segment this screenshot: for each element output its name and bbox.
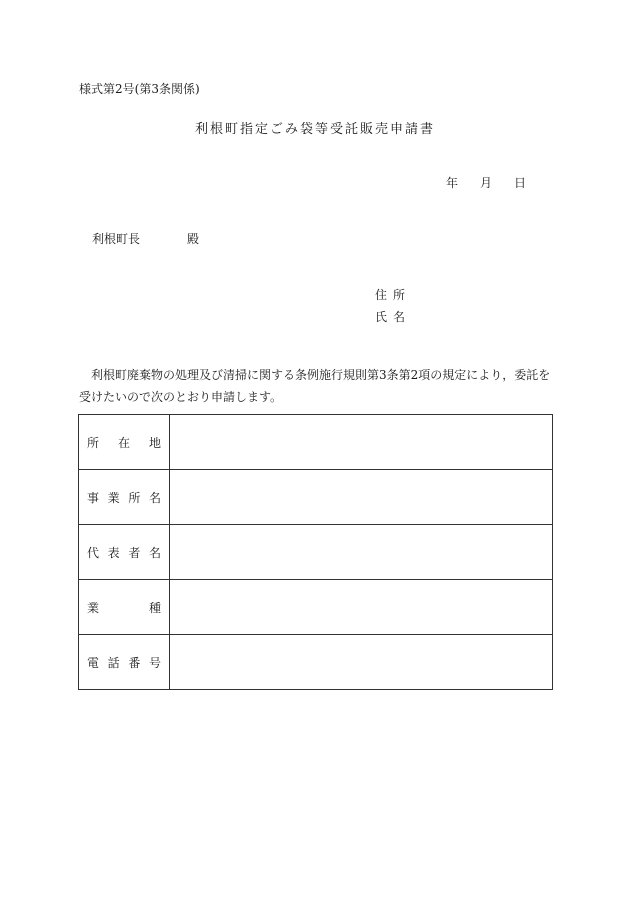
table-row bbox=[79, 635, 553, 690]
row-label-char: 話 bbox=[107, 655, 120, 670]
row-label-char: 種 bbox=[148, 600, 161, 615]
row-label bbox=[87, 599, 161, 616]
date-line bbox=[446, 174, 526, 191]
application-table bbox=[78, 414, 553, 690]
table-row bbox=[79, 470, 553, 525]
row-label-char: 名 bbox=[148, 545, 161, 560]
row-value-field[interactable] bbox=[170, 580, 553, 635]
row-label-char: 代 bbox=[87, 545, 100, 560]
row-label bbox=[87, 489, 161, 506]
row-label bbox=[87, 434, 161, 451]
table-row bbox=[79, 525, 553, 580]
addressee bbox=[92, 230, 199, 247]
form-number: 様式第2号(第3条関係) bbox=[79, 82, 200, 96]
document-title: 利根町指定ごみ袋等受託販売申請書 bbox=[194, 122, 435, 137]
table-row bbox=[79, 580, 553, 635]
row-label-char: 号 bbox=[148, 655, 161, 670]
row-label-cell bbox=[79, 635, 170, 690]
addressee-name: 利根町長 bbox=[92, 232, 141, 246]
addressee-honorific: 殿 bbox=[187, 232, 200, 246]
date-day-label: 日 bbox=[514, 176, 527, 190]
row-value-field[interactable] bbox=[170, 470, 553, 525]
row-label bbox=[87, 654, 161, 671]
row-value-field[interactable] bbox=[170, 525, 553, 580]
row-label-char: 業 bbox=[87, 600, 100, 615]
row-label-char: 在 bbox=[117, 435, 130, 450]
row-label-cell bbox=[79, 415, 170, 470]
row-label-char: 電 bbox=[87, 655, 100, 670]
application-statement: 利根町廃棄物の処理及び清掃に関する条例施行規則第3条第2項の規定により，委託を受けたいので次のとおり申請します。 bbox=[79, 368, 551, 404]
table-row bbox=[79, 415, 553, 470]
applicant-name-label: 氏名 bbox=[375, 310, 412, 324]
date-month-label: 月 bbox=[480, 176, 493, 190]
row-label bbox=[87, 544, 161, 561]
row-label-char: 地 bbox=[148, 435, 161, 450]
row-label-char: 事 bbox=[87, 490, 100, 505]
date-year-label: 年 bbox=[446, 176, 459, 190]
applicant-address-label: 住所 bbox=[375, 288, 412, 302]
row-label-char: 番 bbox=[128, 655, 141, 670]
row-label-char: 名 bbox=[148, 490, 161, 505]
row-label-char: 業 bbox=[107, 490, 120, 505]
row-label-char: 所 bbox=[87, 435, 100, 450]
row-label-char: 所 bbox=[128, 490, 141, 505]
row-label-cell bbox=[79, 580, 170, 635]
row-label-char: 表 bbox=[107, 545, 120, 560]
row-value-field[interactable] bbox=[170, 415, 553, 470]
row-label-cell bbox=[79, 470, 170, 525]
row-label-char: 者 bbox=[128, 545, 141, 560]
row-value-field[interactable] bbox=[170, 635, 553, 690]
row-label-cell bbox=[79, 525, 170, 580]
